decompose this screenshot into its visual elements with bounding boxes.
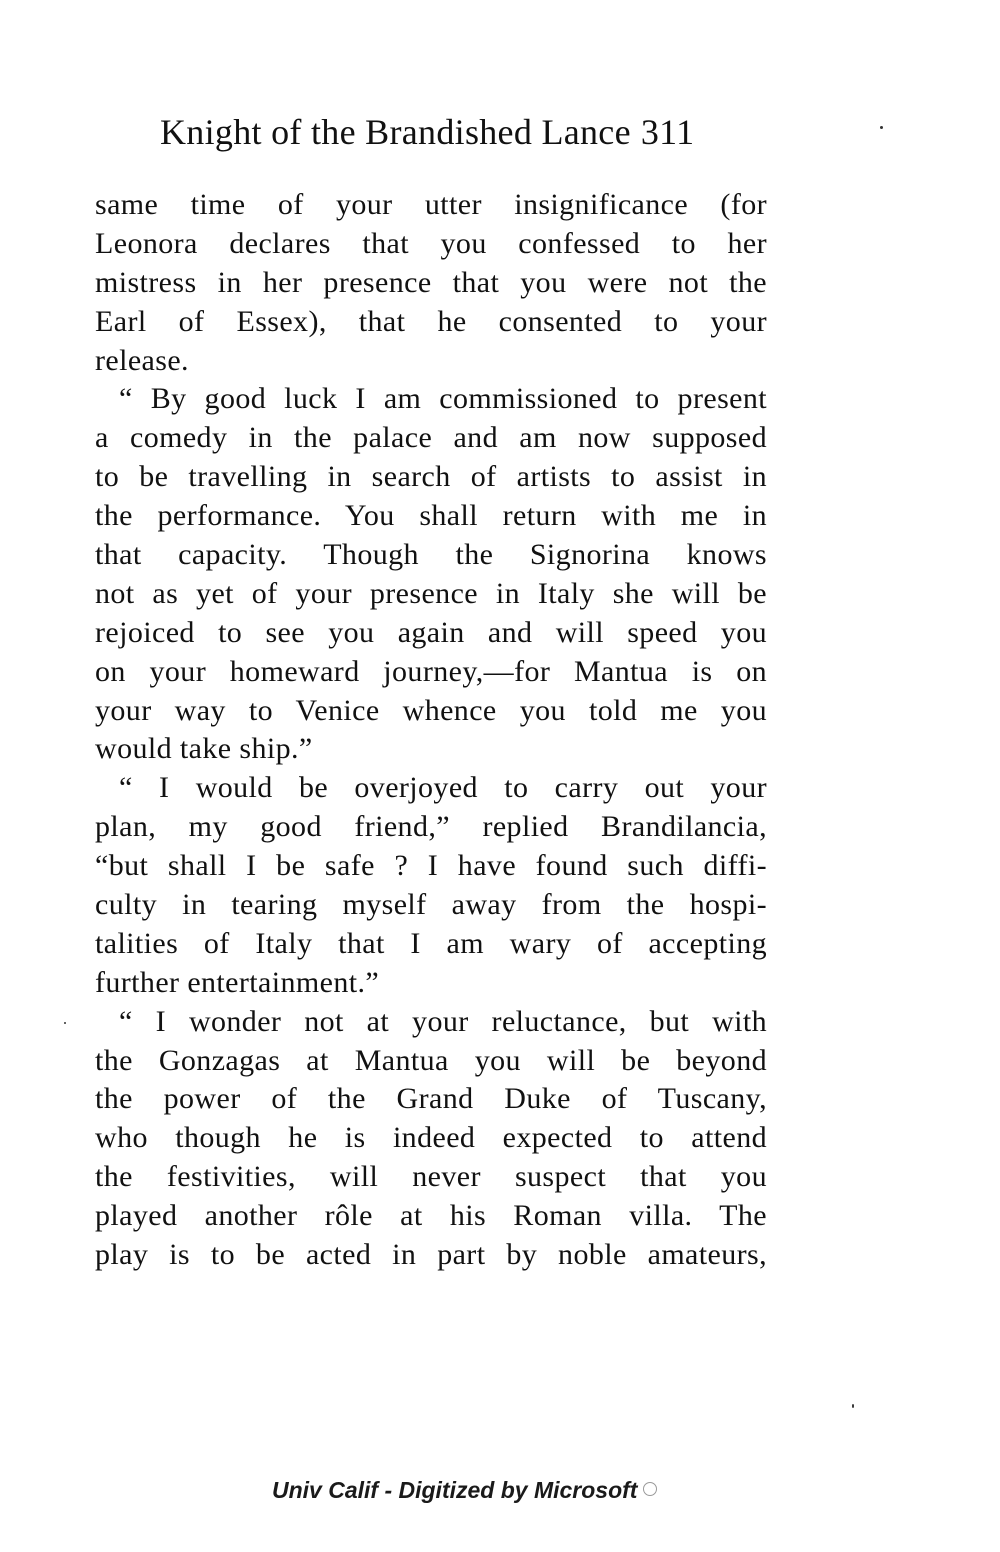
paragraph-start-line: “ I would be overjoyed to carry out your [119, 771, 767, 805]
text-line: same time of your utter insignificance (for [95, 188, 767, 221]
paragraph-start-line: “ By good luck I am commissioned to present [119, 382, 767, 416]
paragraph-end-line: release. [95, 343, 189, 377]
stray-ink-mark [852, 1404, 854, 1408]
body-text [95, 186, 767, 1275]
digitization-watermark [272, 1475, 752, 1505]
registered-mark-icon [643, 1482, 657, 1496]
text-line: play is to be acted in part by noble amateurs, [95, 1238, 767, 1272]
text-line: plan, my good friend,” replied Brandilancia, [95, 810, 767, 844]
text-line: who though he is indeed expected to attend [95, 1121, 767, 1155]
stray-ink-mark [64, 1022, 66, 1024]
text-line: talities of Italy that I am wary of accepting [95, 926, 767, 960]
text-line: the Gonzagas at Mantua you will be beyond [95, 1043, 767, 1077]
text-line: mistress in her presence that you were not the [95, 265, 767, 299]
text-line: a comedy in the palace and am now supposed [95, 421, 767, 455]
running-head-title: Knight of the Brandished Lance [160, 112, 631, 152]
text-line: the power of the Grand Duke of Tuscany, [95, 1082, 767, 1116]
text-line: the festivities, will never suspect that you [95, 1160, 767, 1194]
text-line: culty in tearing myself away from the hospi- [95, 888, 767, 922]
text-line: rejoiced to see you again and will speed you [95, 615, 767, 649]
stray-ink-mark [880, 126, 883, 129]
running-head [160, 110, 780, 154]
page-number: 311 [640, 112, 695, 152]
text-line: on your homeward journey,—for Mantua is on [95, 654, 767, 688]
text-line: Earl of Essex), that he consented to your [95, 304, 767, 338]
text-line: played another rôle at his Roman villa. The [95, 1199, 767, 1233]
text-line: the performance. You shall return with me in [95, 499, 767, 533]
paragraph-end-line: would take ship.” [95, 732, 313, 766]
text-line: your way to Venice whence you told me you [95, 693, 767, 727]
watermark-text: Univ Calif - Digitized by Microsoft [272, 1477, 638, 1503]
paragraph-start-line: “ I wonder not at your reluctance, but with [119, 1004, 767, 1038]
paragraph-end-line: further entertainment.” [95, 965, 380, 999]
text-line: Leonora declares that you confessed to her [95, 226, 767, 260]
text-line: to be travelling in search of artists to assist in [95, 460, 767, 494]
text-line: “but shall I be safe ? I have found such diffi- [95, 849, 767, 883]
text-line: not as yet of your presence in Italy she will be [95, 576, 767, 610]
text-line: that capacity. Though the Signorina knows [95, 538, 767, 572]
